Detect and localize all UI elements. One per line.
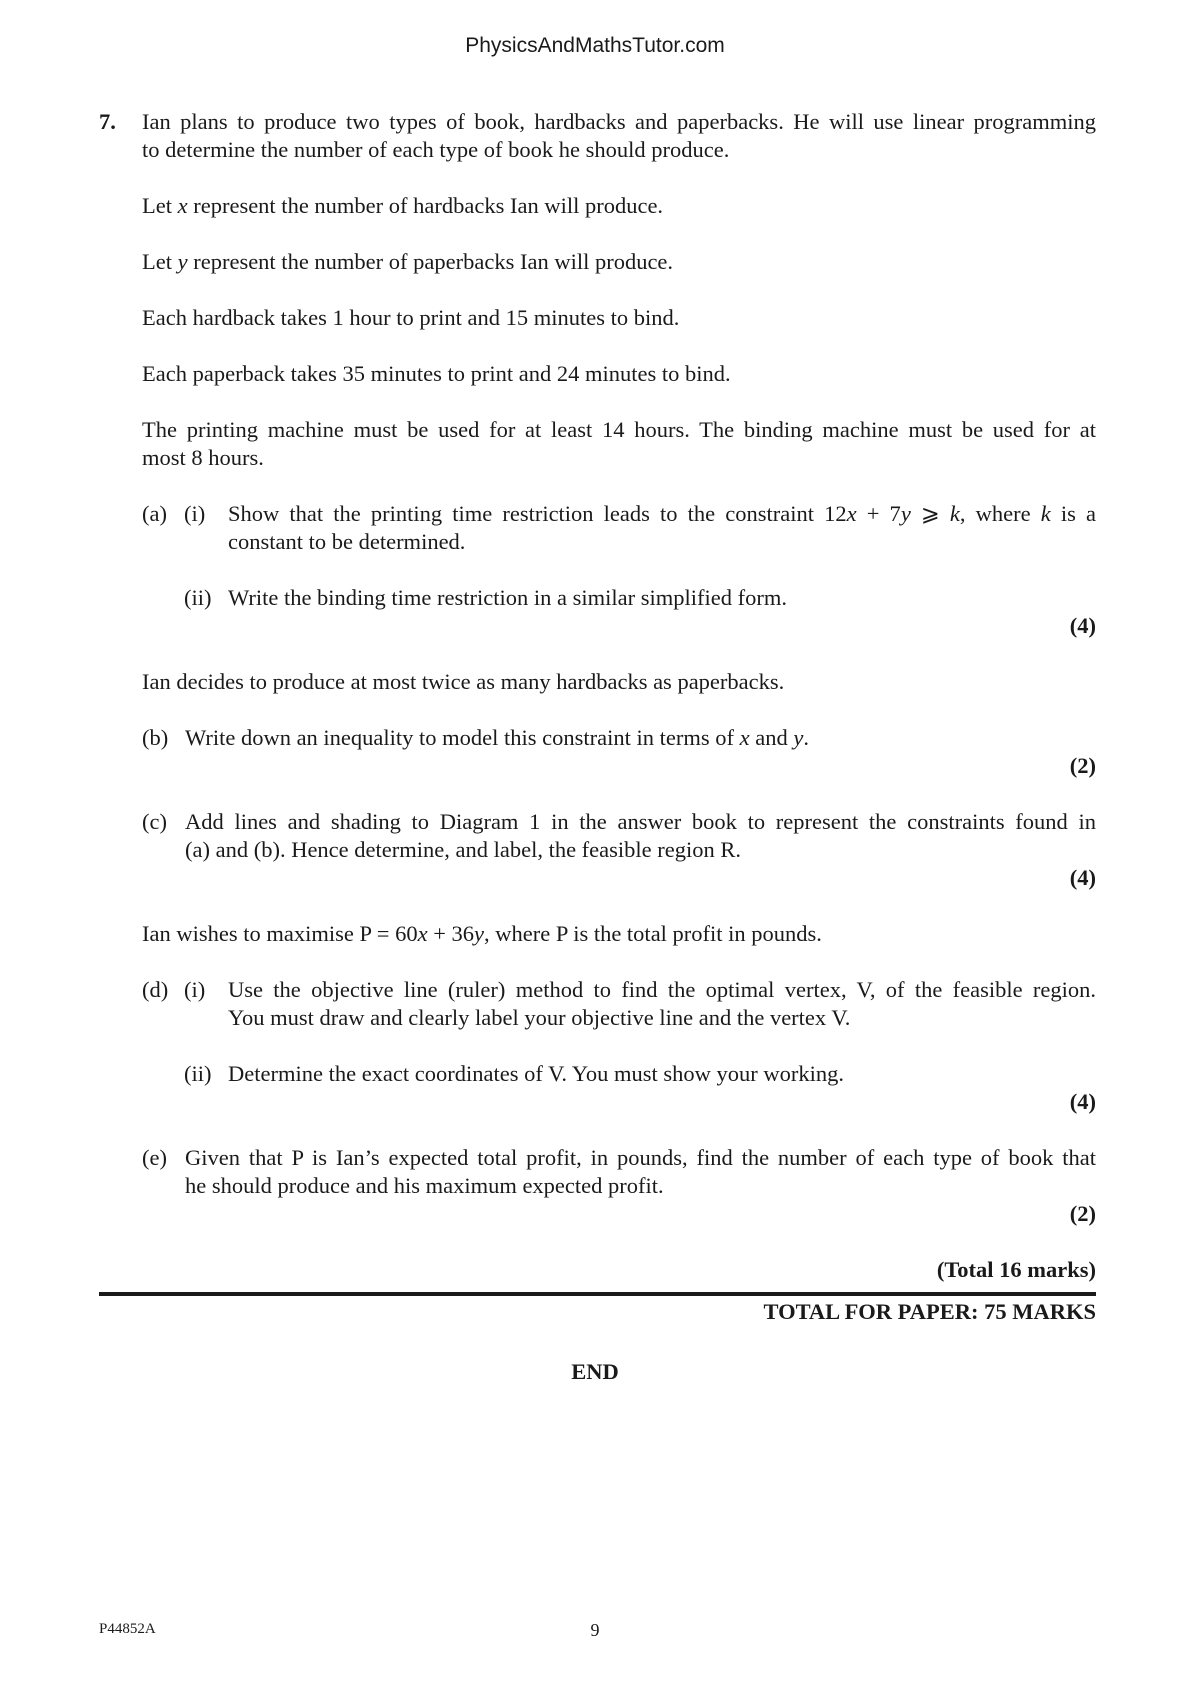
twice-statement: Ian decides to produce at most twice as many hardbacks as paperbacks. [142, 669, 785, 694]
page-number: 9 [590, 1620, 600, 1640]
var-y: y [177, 249, 188, 274]
paper-code: P44852A [99, 1621, 156, 1637]
intro-line-1: Ian plans to produce two types of book, hardbacks and paperbacks. He will use linear programming [142, 109, 1096, 134]
part-e-line-1: Given that P is Ian’s expected total profit, in pounds, find the number of each type of book that [185, 1145, 1096, 1170]
part-a-i-text [228, 500, 1096, 556]
divider-rule [99, 1292, 1096, 1296]
part-e-marks: (2) [1069, 1201, 1096, 1226]
part-d-ii-text: Determine the exact coordinates of V. You must show your working. [228, 1061, 844, 1086]
part-d-i-line-2: You must draw and clearly label your objective line and the vertex V. [228, 1005, 851, 1030]
part-d-label: (d) [142, 977, 169, 1002]
maximise-statement: Ian wishes to maximise P = 60x + 36y, where P is the total profit in pounds. [142, 921, 822, 946]
question-number: 7. [99, 109, 116, 134]
question-total: (Total 16 marks) [936, 1257, 1096, 1282]
part-a-marks: (4) [1069, 613, 1096, 638]
paperback-statement: Each paperback takes 35 minutes to print and 24 minutes to bind. [142, 361, 731, 386]
part-d-i-line-1: Use the objective line (ruler) method to find the optimal vertex, V, of the feasible region. [228, 977, 1096, 1002]
machine-statement [142, 416, 1096, 472]
part-d-i-label: (i) [184, 977, 206, 1002]
part-c-line-1: Add lines and shading to Diagram 1 in the answer book to represent the constraints found in [185, 809, 1096, 834]
part-c-marks: (4) [1069, 865, 1096, 890]
machines-line-1: The printing machine must be used for at least 14 hours. The binding machine must be used for at [142, 417, 1096, 442]
part-e-text [185, 1144, 1096, 1200]
let-y-statement: Let y represent the number of paperbacks Ian will produce. [142, 249, 674, 274]
part-a-label: (a) [142, 501, 167, 526]
part-b-label: (b) [142, 725, 169, 750]
machines-line-2: most 8 hours. [142, 445, 264, 470]
part-b-marks: (2) [1069, 753, 1096, 778]
end-marker: END [571, 1359, 619, 1384]
part-a-i-line-2: constant to be determined. [228, 529, 466, 554]
part-c-text [185, 808, 1096, 864]
part-c-label: (c) [142, 809, 167, 834]
part-e-line-2: he should produce and his maximum expected profit. [185, 1173, 664, 1198]
part-a-i-line-1: Show that the printing time restriction leads to the constraint 12x + 7y ⩾ k, where k is a [228, 501, 1097, 526]
let-x-statement: Let x represent the number of hardbacks Ian will produce. [142, 193, 664, 218]
part-b-text: Write down an inequality to model this constraint in terms of x and y. [185, 725, 809, 750]
part-d-ii-label: (ii) [184, 1061, 212, 1086]
part-d-i-text [228, 976, 1096, 1032]
part-a-ii-label: (ii) [184, 585, 212, 610]
hardback-statement: Each hardback takes 1 hour to print and 15 minutes to bind. [142, 305, 680, 330]
paper-total: TOTAL FOR PAPER: 75 MARKS [763, 1299, 1096, 1324]
part-a-i-label: (i) [184, 501, 206, 526]
intro-line-2: to determine the number of each type of book he should produce. [142, 137, 730, 162]
question-intro [142, 108, 1096, 164]
part-a-ii-text: Write the binding time restriction in a similar simplified form. [228, 585, 787, 610]
part-d-marks: (4) [1069, 1089, 1096, 1114]
var-x: x [177, 193, 188, 218]
part-c-line-2: (a) and (b). Hence determine, and label, the feasible region R. [185, 837, 742, 862]
part-e-label: (e) [142, 1145, 167, 1170]
site-header: PhysicsAndMathsTutor.com [465, 34, 725, 57]
